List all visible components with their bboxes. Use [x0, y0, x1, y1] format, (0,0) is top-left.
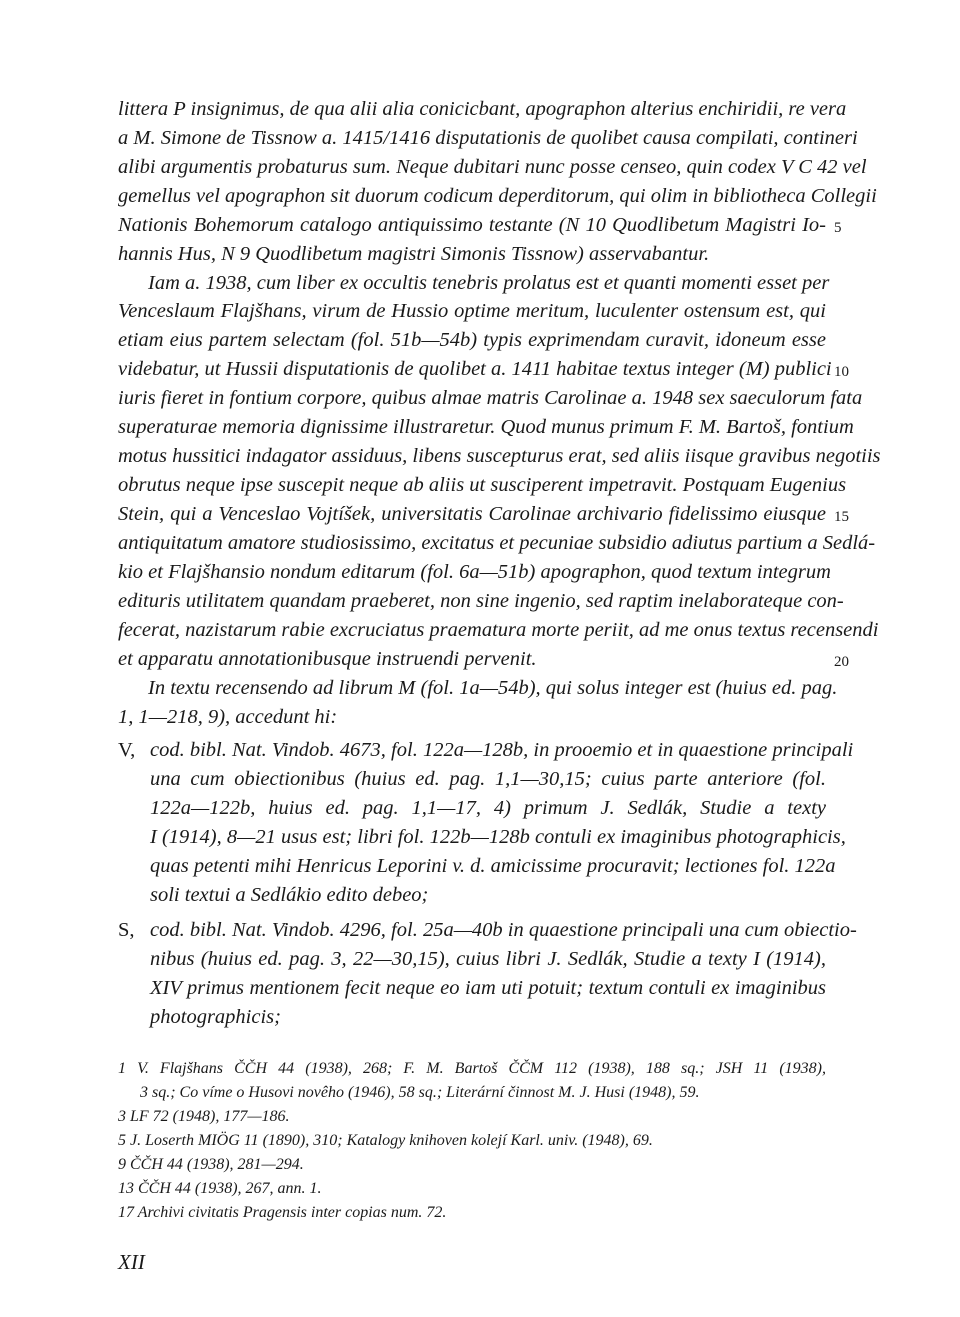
body-line: hannis Hus, N 9 Quodlibetum magistri Simonis Tissnow) asservabantur. — [118, 243, 710, 265]
siglum-label: V, — [118, 739, 136, 761]
body-line: etiam eius partem selectam (fol. 51b—54b) typis exprimendam curavit, idoneum esse — [118, 329, 826, 351]
siglum-line: 122a—122b, huius ed. pag. 1,1—17, 4) primum J. Sedlák, Studie a texty — [150, 797, 826, 819]
siglum-line: quas petenti mihi Henricus Leporini v. d. amicissime procuravit; lectiones fol. 122a — [150, 855, 836, 877]
margin-line-number: 15 — [834, 509, 849, 525]
footnote: 5 J. Loserth MIÖG 11 (1890), 310; Katalogy knihoven kolejí Karl. univ. (1948), 69. — [118, 1132, 653, 1149]
footnote: 1 V. Flajšhans ČČH 44 (1938), 268; F. M. Bartoš ČČM 112 (1938), 188 sq.; JSH 11 (1938), — [118, 1060, 826, 1077]
body-line: littera P insignimus, de qua alii alia conicicbant, apographon alterius enchiridii, re vera — [118, 98, 847, 120]
footnote-continuation: 3 sq.; Co víme o Husovi novêho (1946), 58 sq.; Literární činnost M. J. Husi (1948), 59. — [140, 1084, 700, 1101]
margin-line-number: 20 — [834, 654, 849, 670]
body-line: obrutus neque ipse suscepit neque ab aliis ut susciperent impetravit. Postquam Eugenius — [118, 474, 847, 496]
body-line: kio et Flajšhansio nondum editarum (fol. 6a—51b) apographon, quod textum integrum — [118, 561, 831, 583]
page-number: XII — [118, 1250, 145, 1274]
siglum-label: S, — [118, 919, 135, 941]
body-line: iuris fieret in fontium corpore, quibus almae matris Carolinae a. 1948 sex saeculorum fata — [118, 387, 863, 409]
body-line: 1, 1—218, 9), accedunt hi: — [118, 706, 338, 728]
body-line: Nationis Bohemorum catalogo antiquissimo testante (N 10 Quodlibetum Magistri Io- — [118, 214, 826, 236]
body-line: fecerat, nazistarum rabie excruciatus praematura morte periit, ad me onus textus recensendi — [118, 619, 879, 641]
body-line: alibi argumentis probaturus sum. Neque dubitari nunc posse censeo, quin codex V C 42 vel — [118, 156, 867, 178]
footnote: 9 ČČH 44 (1938), 281—294. — [118, 1156, 304, 1173]
body-line: motus hussitici indagator assiduus, libens suscepturus erat, sed aliis iisque gravibus negotiis — [118, 445, 881, 467]
body-line: In textu recensendo ad librum M (fol. 1a—54b), qui solus integer est (huius ed. pag. — [148, 677, 838, 699]
body-line: edituris utilitatem quandam praeberet, non sine ingenio, sed raptim inelaborateque con- — [118, 590, 844, 612]
body-line: antiquitatum amatore studiosissimo, excitatus et pecuniae subsidio adiutus partium a Sedlá- — [118, 532, 876, 554]
footnote: 17 Archivi civitatis Pragensis inter copias num. 72. — [118, 1204, 447, 1221]
siglum-line: photographicis; — [150, 1006, 281, 1028]
body-line: Stein, qui a Venceslao Vojtíšek, universitatis Carolinae archivario fidelissimo eiusque — [118, 503, 826, 525]
siglum-line: I (1914), 8—21 usus est; libri fol. 122b—128b contuli ex imaginibus photographicis, — [150, 826, 846, 848]
body-line: superaturae memoria dignissime illustraretur. Quod munus primum F. M. Bartoš, fontium — [118, 416, 854, 438]
margin-line-number: 5 — [834, 220, 842, 236]
body-line: videbatur, ut Hussii disputationis de quolibet a. 1411 habitae textus integer (M) publici — [118, 358, 832, 380]
body-line: a M. Simone de Tissnow a. 1415/1416 disputationis de quolibet causa compilati, contineri — [118, 127, 858, 149]
siglum-line: XIV primus mentionem fecit neque eo iam uti potuit; textum contuli ex imaginibus — [150, 977, 826, 999]
body-line: Venceslaum Flajšhans, virum de Hussio optime meritum, luculenter ostensum est, qui — [118, 300, 826, 322]
footnote: 13 ČČH 44 (1938), 267, ann. 1. — [118, 1180, 322, 1197]
body-line: gemellus vel apographon sit duorum codicum deperditorum, qui olim in bibliotheca Collegii — [118, 185, 877, 207]
siglum-line: una cum obiectionibus (huius ed. pag. 1,1—30,15; cuius parte anteriore (fol. — [150, 768, 826, 790]
margin-line-number: 10 — [834, 364, 849, 380]
siglum-line: cod. bibl. Nat. Vindob. 4296, fol. 25a—40b in quaestione principali una cum obiectio- — [150, 919, 857, 941]
siglum-line: cod. bibl. Nat. Vindob. 4673, fol. 122a—128b, in prooemio et in quaestione principali — [150, 739, 854, 761]
siglum-line: nibus (huius ed. pag. 3, 22—30,15), cuius libri J. Sedlák, Studie a texty I (1914), — [150, 948, 826, 970]
body-line: et apparatu annotationibusque instruendi pervenit. — [118, 648, 537, 670]
body-line: Iam a. 1938, cum liber ex occultis tenebris prolatus est et quanti momenti esset per — [148, 272, 830, 294]
siglum-line: soli textui a Sedlákio edito debeo; — [150, 884, 429, 906]
footnote: 3 LF 72 (1948), 177—186. — [118, 1108, 290, 1125]
